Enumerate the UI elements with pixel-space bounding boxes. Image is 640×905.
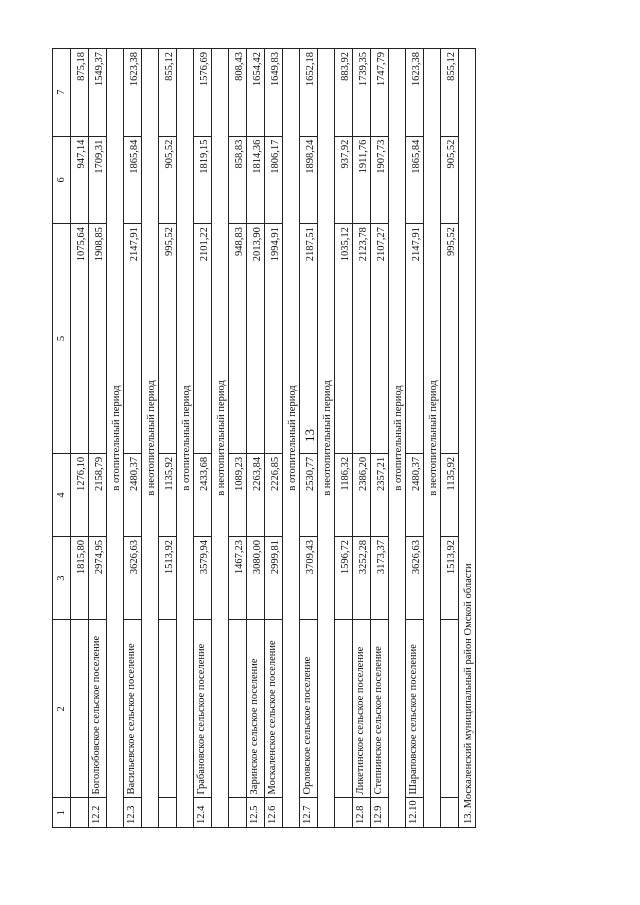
tariff-value: 2386,20 [353, 453, 371, 536]
tariff-value: 948,83 [229, 224, 247, 454]
tariff-value: 2147,91 [406, 224, 424, 454]
tariff-value: 875,18 [71, 49, 89, 137]
period-label: в неотопительный период [212, 49, 229, 828]
tariff-value: 2107,27 [371, 224, 389, 454]
header-cell: 4 [53, 453, 71, 536]
period-row [142, 49, 159, 828]
table-row [265, 49, 283, 828]
tariff-value: 1513,92 [159, 537, 177, 620]
tariff-value: 2158,79 [89, 453, 107, 536]
table-row [71, 49, 89, 828]
tariff-value: 2013,90 [247, 224, 265, 454]
tariff-value: 1276,10 [71, 453, 89, 536]
tariff-value: 808,43 [229, 49, 247, 137]
tariff-value: 1908,85 [89, 224, 107, 454]
settlement-name: Степнинское сельское поселение [371, 620, 389, 798]
tariff-value: 2101,22 [194, 224, 212, 454]
table-row [371, 49, 389, 828]
table-row [229, 49, 247, 828]
tariff-value: 1739,35 [353, 49, 371, 137]
tariff-value: 3626,63 [124, 537, 142, 620]
settlement-name: Грабановское сельское поселение [194, 620, 212, 798]
settlement-name: Боголюбовское сельское поселение [89, 620, 107, 798]
tariff-value: 995,52 [159, 224, 177, 454]
tariff-value: 947,14 [71, 136, 89, 224]
tariff-value: 1994,91 [265, 224, 283, 454]
table-row [335, 49, 353, 828]
tariff-value: 1819,15 [194, 136, 212, 224]
row-number [159, 798, 177, 828]
tariff-value: 1549,37 [89, 49, 107, 137]
settlement-name: Орловское сельское поселение [300, 620, 318, 798]
tariff-value: 1576,69 [194, 49, 212, 137]
row-number: 12.2 [89, 798, 107, 828]
table-body [53, 49, 476, 828]
row-number [229, 798, 247, 828]
row-number: 12.4 [194, 798, 212, 828]
tariff-value: 2147,91 [124, 224, 142, 454]
header-cell: 3 [53, 537, 71, 620]
row-number [71, 798, 89, 828]
tariff-value: 1089,23 [229, 453, 247, 536]
tariff-value: 1652,18 [300, 49, 318, 137]
row-number: 12.7 [300, 798, 318, 828]
tariff-value: 2530,77 [300, 453, 318, 536]
settlement-name: Васильевское сельское поселение [124, 620, 142, 798]
tariff-value: 3626,63 [406, 537, 424, 620]
tariff-value: 1911,76 [353, 136, 371, 224]
tariff-value: 1709,31 [89, 136, 107, 224]
period-row [459, 49, 476, 828]
settlement-name [441, 620, 459, 798]
tariff-value: 1135,92 [441, 453, 459, 536]
row-number: 12.6 [265, 798, 283, 828]
period-label: в отопительный период [389, 49, 406, 828]
settlement-name [71, 620, 89, 798]
table-row [247, 49, 265, 828]
table-row [159, 49, 177, 828]
tariff-value: 3173,37 [371, 537, 389, 620]
settlement-name [335, 620, 353, 798]
tariff-value: 855,12 [159, 49, 177, 137]
tariff-value: 2480,37 [406, 453, 424, 536]
tariff-value: 3080,00 [247, 537, 265, 620]
tariff-value: 1467,23 [229, 537, 247, 620]
tariff-value: 2226,85 [265, 453, 283, 536]
table-row [89, 49, 107, 828]
rotated-table-page [52, 48, 532, 828]
header-cell: 2 [53, 620, 71, 798]
settlement-name: Шараповское сельское поселение [406, 620, 424, 798]
tariff-value: 2999,81 [265, 537, 283, 620]
period-label: в неотопительный период [318, 49, 335, 828]
header-cell: 7 [53, 49, 71, 137]
tariff-value: 2480,37 [124, 453, 142, 536]
row-number: 12.5 [247, 798, 265, 828]
row-number: 12.10 [406, 798, 424, 828]
tariff-value: 937,92 [335, 136, 353, 224]
tariff-value: 1135,92 [159, 453, 177, 536]
tariff-value: 2974,95 [89, 537, 107, 620]
page-number: 13 [302, 429, 317, 442]
section-heading: 13. Москаленский муниципальный район Омской области [459, 49, 476, 828]
settlement-name: Ликетинское сельское поселение [353, 620, 371, 798]
tariff-value: 1623,38 [406, 49, 424, 137]
row-number [335, 798, 353, 828]
period-label: в отопительный период [177, 49, 194, 828]
period-row [283, 49, 300, 828]
header-cell: 6 [53, 136, 71, 224]
tariff-value: 1035,12 [335, 224, 353, 454]
tariff-value: 995,52 [441, 224, 459, 454]
table-row [300, 49, 318, 828]
tariff-value: 1747,79 [371, 49, 389, 137]
tariff-value: 1814,36 [247, 136, 265, 224]
settlement-name: Заринское сельское поселение [247, 620, 265, 798]
header-row [53, 49, 71, 828]
table-row [441, 49, 459, 828]
tariff-value: 1865,84 [406, 136, 424, 224]
tariff-value: 2263,84 [247, 453, 265, 536]
tariff-value: 1649,83 [265, 49, 283, 137]
period-label: в отопительный период [283, 49, 300, 828]
tariff-value: 1623,38 [124, 49, 142, 137]
period-row [424, 49, 441, 828]
tariff-value: 3709,43 [300, 537, 318, 620]
period-label: в отопительный период [107, 49, 124, 828]
period-row [212, 49, 229, 828]
tariff-value: 905,52 [441, 136, 459, 224]
tariff-table [52, 48, 476, 828]
row-number [441, 798, 459, 828]
row-number: 12.8 [353, 798, 371, 828]
header-cell: 5 [53, 224, 71, 454]
period-row [389, 49, 406, 828]
tariff-value: 1907,73 [371, 136, 389, 224]
tariff-value: 1865,84 [124, 136, 142, 224]
tariff-value: 905,52 [159, 136, 177, 224]
tariff-value: 2123,78 [353, 224, 371, 454]
period-label: в неотопительный период [142, 49, 159, 828]
row-number: 12.9 [371, 798, 389, 828]
table-row [194, 49, 212, 828]
tariff-value: 883,92 [335, 49, 353, 137]
tariff-value: 1513,92 [441, 537, 459, 620]
tariff-value: 1596,72 [335, 537, 353, 620]
tariff-value: 2433,68 [194, 453, 212, 536]
tariff-value: 2187,51 [300, 224, 318, 454]
settlement-name [229, 620, 247, 798]
table-row [124, 49, 142, 828]
tariff-value: 1654,42 [247, 49, 265, 137]
tariff-value: 3579,94 [194, 537, 212, 620]
tariff-value: 1806,17 [265, 136, 283, 224]
tariff-value: 2357,21 [371, 453, 389, 536]
settlement-name [159, 620, 177, 798]
table-row [406, 49, 424, 828]
period-label: в неотопительный период [424, 49, 441, 828]
header-cell: 1 [53, 798, 71, 828]
tariff-value: 3252,28 [353, 537, 371, 620]
tariff-value: 858,83 [229, 136, 247, 224]
row-number: 12.3 [124, 798, 142, 828]
table-row [353, 49, 371, 828]
tariff-value: 1898,24 [300, 136, 318, 224]
period-row [177, 49, 194, 828]
period-row [107, 49, 124, 828]
tariff-value: 1075,64 [71, 224, 89, 454]
tariff-value: 855,12 [441, 49, 459, 137]
tariff-value: 1186,32 [335, 453, 353, 536]
settlement-name: Москаленское сельское поселение [265, 620, 283, 798]
tariff-value: 1815,80 [71, 537, 89, 620]
period-row [318, 49, 335, 828]
